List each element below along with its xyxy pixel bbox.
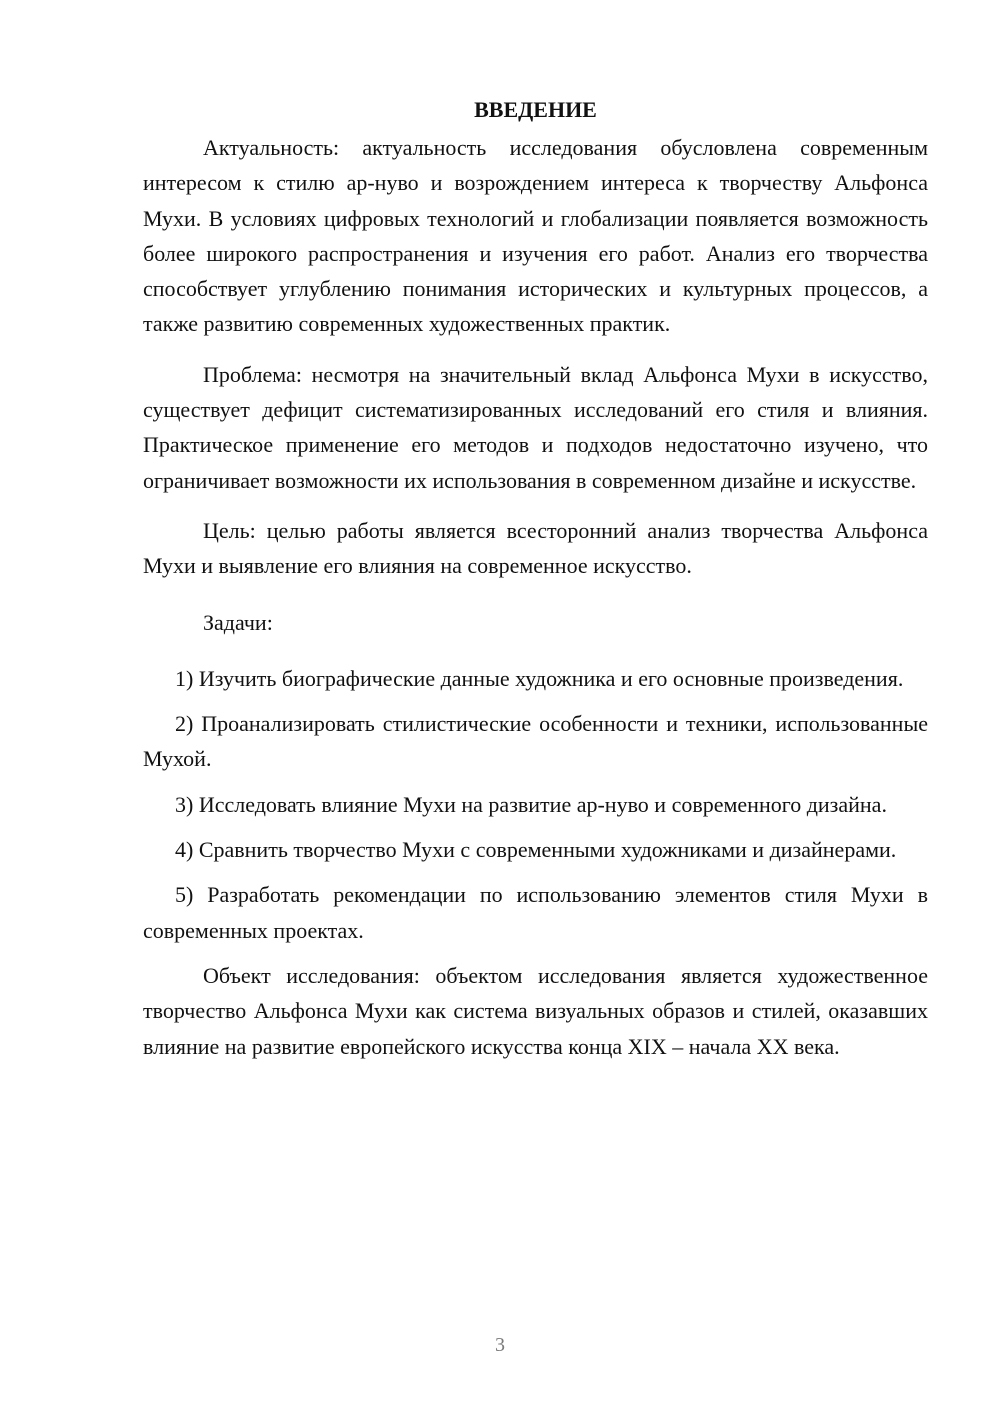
task-item: 3) Исследовать влияние Мухи на развитие ар-нуво и современного дизайна. [175, 791, 887, 817]
actuality-paragraph: Актуальность: актуальность исследования обусловлена современным интересом к стилю ар-нуво и возрождением интереса к творчеству Альфонса Мухи. В условиях цифровых технологий и глобализации появляется возможность более широкого распространения и изучения его работ. Анализ его творчества способствует углублению понимания исторических и культурных процессов, а также развитию современных художественных практик. [143, 135, 928, 337]
task-item: 2) Проанализировать стилистические особенности и техники, использованные Мухой. [143, 711, 928, 772]
tasks-list [143, 661, 928, 948]
tasks-label: Задачи: [203, 609, 273, 635]
problem-paragraph: Проблема: несмотря на значительный вклад Альфонса Мухи в искусство, существует дефицит систематизированных исследований его стиля и влияния. Практическое применение его методов и подходов недостаточно изучено, что ограничивает возможности их использования в современном дизайне и искусстве. [143, 361, 928, 493]
page-number: 3 [495, 1334, 505, 1356]
task-item: 4) Сравнить творчество Мухи с современными художниками и дизайнерами. [175, 837, 897, 863]
task-item: 5) Разработать рекомендации по использованию элементов стиля Мухи в современных проектах. [143, 882, 928, 943]
page-title: ВВЕДЕНИЕ [474, 97, 597, 122]
page-content [143, 92, 928, 1064]
task-item: 1) Изучить биографические данные художника и его основные произведения. [175, 665, 904, 691]
object-paragraph: Объект исследования: объектом исследования является художественное творчество Альфонса Мухи как система визуальных образов и стилей, оказавших влияние на развитие европейского искусства конца XIX – начала XX века. [143, 962, 928, 1059]
goal-paragraph: Цель: целью работы является всесторонний анализ творчества Альфонса Мухи и выявление его влияния на современное искусство. [143, 517, 928, 579]
